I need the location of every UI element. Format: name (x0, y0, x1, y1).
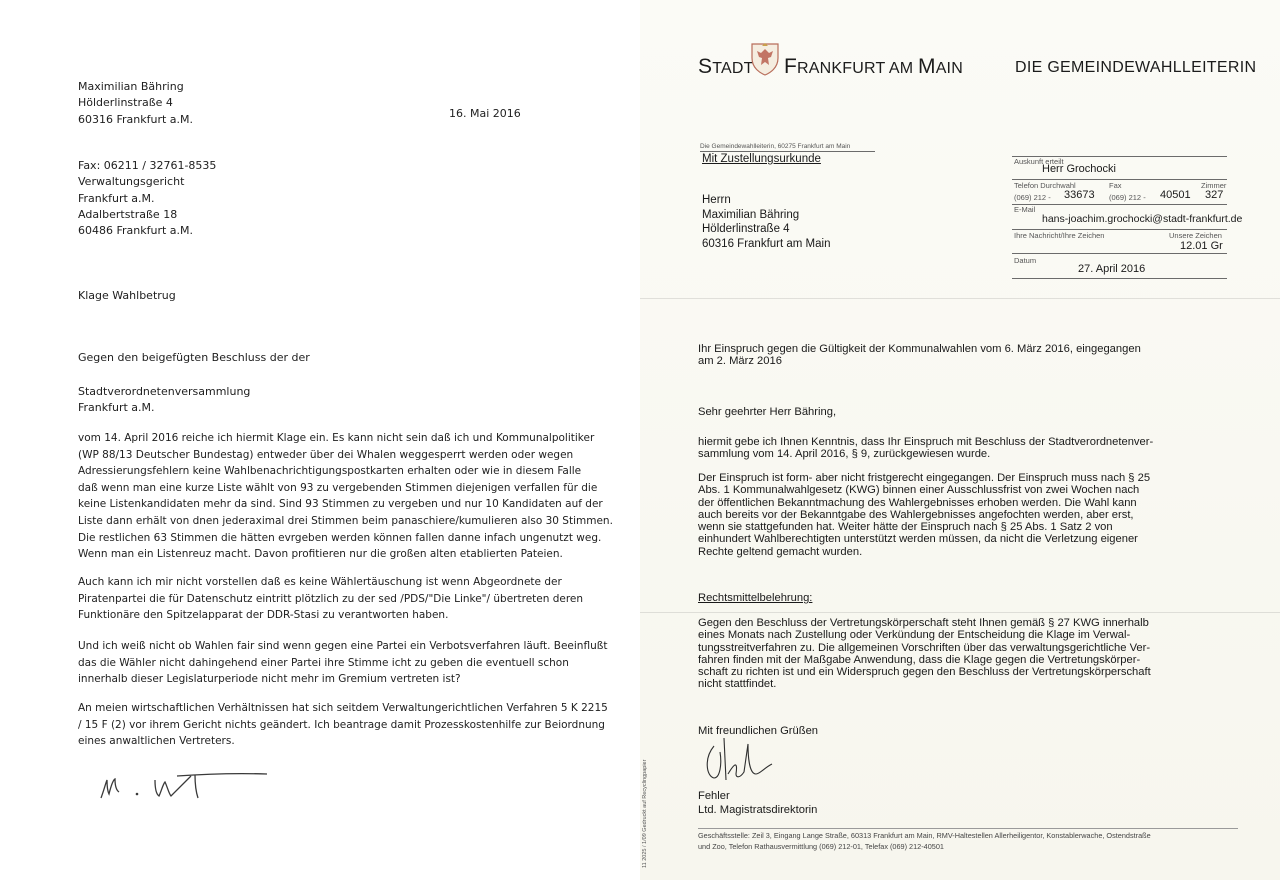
subject-line: Ihr Einspruch gegen die Gültigkeit der Kommunalwahlen vom 6. März 2016, eingegangen (698, 343, 1141, 355)
paragraph-line: / 15 F (2) vor ihrem Gericht nichts geändert. Ich beantrage damit Prozesskostenhilfe zur Beiordnung (78, 718, 605, 731)
telefon-prefix: (069) 212 - (1014, 193, 1051, 202)
unsere-zeichen-value: 12.01 Gr (1180, 240, 1223, 252)
letter-date: 16. Mai 2016 (449, 107, 521, 120)
paragraph-line: Rechte geltend gemacht wurden. (698, 545, 863, 558)
auskunft-value: Herr Grochocki (1042, 163, 1116, 175)
paragraph-line: Liste dann erhält von dnen jederaximal drei Stimmen beim panaschiere/kumulieren also 30 Stimmen. (78, 514, 613, 527)
closing: Mit freundlichen Grüßen (698, 725, 819, 737)
paragraph-legal-aid (78, 700, 608, 750)
recipient-line: 60486 Frankfurt a.M. (78, 224, 194, 238)
email-value: hans-joachim.grochocki@stadt-frankfurt.de (1042, 213, 1243, 225)
paragraph-line: auch bereits vor der Bekanntgabe des Wahlergebnisses angefochten werden, aber erst, (698, 508, 1134, 521)
paragraph-line: Abs. 1 Kommunalwahlgesetz (KWG) binnen einer Ausschlussfrist von zwei Wochen nach (698, 484, 1140, 497)
paragraph-line: vom 14. April 2016 reiche ich hiermit Klage ein. Es kann nicht sein daß ich und Kommunalpolitiker (78, 432, 595, 444)
frankfurt-eagle-icon (750, 40, 780, 76)
council-line: Frankfurt a.M. (78, 401, 155, 415)
auskunft-label: Auskunft erteilt (1014, 157, 1064, 166)
council-name (78, 384, 250, 417)
recipient-line: Herrn (702, 194, 731, 206)
paper-fold (640, 612, 1280, 613)
intro-line: Gegen den beigefügten Beschluss der der (78, 351, 310, 364)
paragraph-line: das die Wähler nicht dahingehend einer Partei ihre Stimme icht zu geben die eventuell schon (78, 656, 569, 669)
office-title: DIE GEMEINDEWAHLLEITERIN (1015, 59, 1257, 76)
sender-line: Hölderlinstraße 4 (78, 96, 173, 110)
recipient-address (78, 158, 216, 239)
paragraph-notice (698, 436, 1153, 461)
signer-name: Fehler (698, 790, 730, 802)
paragraph-line: Und ich weiß nicht ob Wahlen fair sind wenn gegen eine Partei ein Verbotsverfahren läuft. Beeinflußt (78, 640, 608, 652)
recipient-line: Frankfurt a.M. (78, 191, 155, 205)
handwritten-signature (95, 768, 280, 808)
logo-rest: RANKFURT AM (797, 60, 918, 77)
footer-rule (698, 828, 1238, 829)
datum-value: 27. April 2016 (1078, 263, 1146, 275)
return-address: Die Gemeindewahlleiterin, 60275 Frankfurt am Main (700, 143, 851, 150)
letter-subject (698, 343, 1141, 368)
paper-fold (640, 298, 1280, 299)
info-rule (1012, 253, 1227, 254)
paragraph-line: tungsstreitverfahren zu. Die allgemeinen Vorschriften über das verwaltungsgerichtliche Ver- (698, 641, 1151, 654)
paragraph-line: (WP 88/13 Deutscher Bundestag) entweder über dei Whalen weggesperrt werden oder wegen (78, 448, 574, 461)
remedy-heading: Rechtsmittelbelehrung: (698, 592, 813, 604)
paragraph-deception (78, 574, 583, 624)
zimmer-label: Zimmer (1201, 181, 1227, 190)
recipient-line: Hölderlinstraße 4 (702, 223, 790, 235)
paragraph-line: einhundert Wahlberechtigten unterstützt werden müssen, da nicht die Verletzung eigener (698, 533, 1138, 546)
paragraph-line: schaft zu richten ist und ein Widerspruch gegen den Beschluss der Vertretungskörperschaft (698, 666, 1151, 679)
recipient-line: Adalbertstraße 18 (78, 207, 178, 221)
paragraph-line: der öffentlichen Bekanntmachung des Wahlergebnisses erhoben werden. Die Wahl kann (698, 496, 1137, 509)
logo-stadt (698, 55, 754, 79)
paragraph-line: Gegen den Beschluss der Vertretungskörperschaft steht Ihnen gemäß § 27 KWG innerhalb (698, 617, 1149, 629)
paragraph-line: eines anwaltlichen Vertreters. (78, 735, 235, 748)
ihre-zeichen-label: Ihre Nachricht/Ihre Zeichen (1014, 231, 1105, 240)
logo-city (784, 55, 963, 79)
paragraph-remedy (698, 617, 1151, 691)
info-rule (1012, 204, 1227, 205)
paragraph-line: Auch kann ich mir nicht vorstellen daß es keine Wählertäuschung ist wenn Abgeordnete der (78, 576, 562, 588)
letter-footer (698, 831, 1151, 852)
sender-line: Maximilian Bähring (78, 80, 184, 93)
logo-rest: TADT (712, 60, 754, 77)
paragraph-line: Adressierungsfehlern keine Wahlbenachrichtigungspostkarten erhalten oder wie in diesem Falle (78, 465, 582, 478)
paragraph-line: An meien wirtschaftlichen Verhältnissen hat sich seitdem Verwaltungerichtlichen Verfahren 5 K 2215 (78, 702, 608, 714)
recipient-line: Maximilian Bähring (702, 208, 800, 221)
official-signature (700, 734, 800, 786)
paragraph-line: hiermit gebe ich Ihnen Kenntnis, dass Ihr Einspruch mit Beschluss der Stadtverordnetenver- (698, 436, 1154, 448)
info-rule (1012, 229, 1227, 230)
recipient-line: Fax: 06211 / 32761-8535 (78, 159, 217, 172)
paragraph-line: eines Monats nach Zustellung oder Verkündung der Entscheidung die Klage im Verwal- (698, 629, 1131, 642)
subject-line: am 2. März 2016 (698, 355, 782, 368)
logo-rest: AIN (935, 60, 963, 77)
return-address-rule (700, 151, 875, 152)
recycling-note: 11 2025 / 1/09 Gedruckt auf Recyclingpapier (642, 759, 648, 868)
telefon-label: Telefon Durchwahl (1014, 181, 1076, 190)
sender-line: 60316 Frankfurt a.M. (78, 112, 194, 126)
council-line: Stadtverordnetenversammlung (78, 385, 251, 398)
recipient-line: 60316 Frankfurt am Main (702, 237, 831, 250)
fax-label: Fax (1109, 181, 1122, 190)
paragraph-line: wenn sie stattgefunden hat. Weiter hätte der Einspruch nach § 25 Abs. 1 Satz 2 von (698, 521, 1113, 534)
info-rule (1012, 278, 1227, 279)
paragraph-line: Funktionäre den Spitzelapparat der DDR-Stasi zu verantworten haben. (78, 609, 449, 622)
info-rule (1012, 179, 1227, 180)
zimmer-value: 327 (1205, 189, 1224, 201)
paragraph-line: keine Listenkandidaten mehr da sind. Sind 93 Stimmen zu vergeben und nur 10 Kandidaten auf der (78, 498, 603, 511)
paragraph-fairness (78, 638, 607, 688)
paragraph-complaint (78, 430, 613, 563)
paragraph-line: innerhalb dieser Legislaturperiode nicht mehr im Gremium vertreten ist? (78, 673, 461, 686)
delivery-note: Mit Zustellungsurkunde (702, 153, 821, 165)
email-label: E-Mail (1014, 205, 1036, 214)
datum-label: Datum (1014, 256, 1037, 265)
recipient-block (702, 193, 830, 251)
paragraph-line: fahren finden mit der Maßgabe Anwendung, dass die Klage gegen die Vertretungskörper- (698, 653, 1141, 666)
paragraph-line: sammlung vom 14. April 2016, § 9, zurückgewiesen wurde. (698, 448, 991, 461)
paragraph-line: Wenn man ein Listenreuz macht. Davon profitieren nur die großen alten etablierten Pateien. (78, 548, 563, 561)
fax-value: 40501 (1160, 189, 1191, 201)
signer-title: Ltd. Magistratsdirektorin (698, 804, 818, 816)
unsere-zeichen-label: Unsere Zeichen (1169, 231, 1222, 240)
recipient-line: Verwaltungsgericht (78, 175, 185, 189)
paragraph-line: daß wenn man eine kurze Liste wählt von 93 zu vergebenden Stimmen diejenigen verfallen für die (78, 481, 598, 494)
logo-initial: S (698, 55, 713, 78)
salutation: Sehr geehrter Herr Bähring, (698, 406, 837, 418)
logo-initial: M (917, 55, 936, 78)
footer-line: Geschäftsstelle: Zeil 3, Eingang Lange Straße, 60313 Frankfurt am Main, RMV-Haltestellen Allerheiligentor, Konstablerwache, Ostendstraße (698, 831, 1151, 840)
sender-address (78, 79, 193, 128)
right-letter-page (640, 0, 1280, 880)
fax-prefix: (069) 212 - (1109, 193, 1146, 202)
paragraph-line: nicht stattfindet. (698, 678, 777, 691)
footer-line: und Zoo, Telefon Rathausvermittlung (069) 212-01, Telefax (069) 212-40501 (698, 841, 944, 851)
paragraph-reasons (698, 472, 1150, 558)
telefon-value: 33673 (1064, 189, 1095, 201)
paragraph-line: Der Einspruch ist form- aber nicht fristgerecht eingegangen. Der Einspruch muss nach § 25 (698, 472, 1151, 484)
logo-initial: F (784, 55, 798, 78)
letter-subject: Klage Wahlbetrug (78, 289, 176, 302)
paragraph-line: Piratenpartei die für Datenschutz eintritt plötzlich zu der sed /PDS/"Die Linke"/ übertreten deren (78, 592, 584, 605)
paragraph-line: Die restlichen 63 Stimmen die hätten evrgeben werden können fallen danne infach ungenutzt weg. (78, 531, 602, 544)
